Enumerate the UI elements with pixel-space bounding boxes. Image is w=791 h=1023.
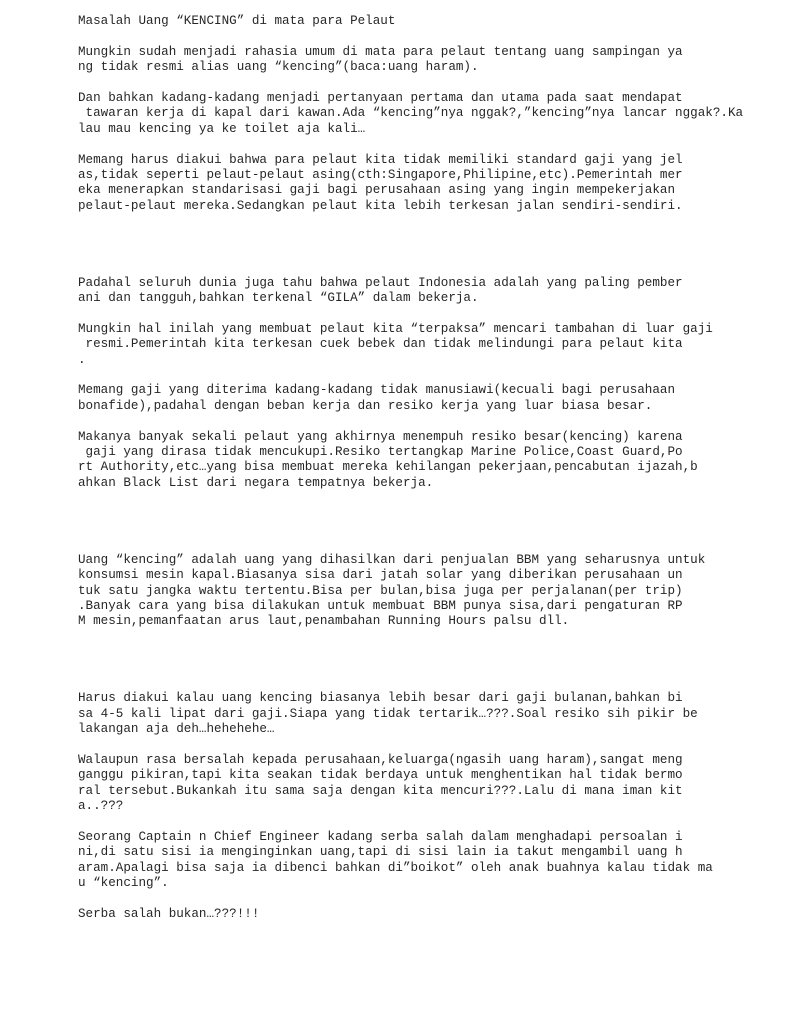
paragraph <box>78 45 778 76</box>
paragraph <box>78 91 778 137</box>
text-line: Uang “kencing” adalah uang yang dihasilkan dari penjualan BBM yang seharusnya untuk <box>78 552 706 567</box>
text-line: Padahal seluruh dunia juga tahu bahwa pelaut Indonesia adalah yang paling pember <box>78 275 683 290</box>
text-line: lau mau kencing ya ke toilet aja kali… <box>78 121 366 136</box>
text-line: lakangan aja deh…hehehehe… <box>78 722 275 737</box>
text-line: tuk satu jangka waktu tertentu.Bisa per bulan,bisa juga per perjalanan(per trip) <box>78 583 683 598</box>
paragraph <box>78 553 778 630</box>
text-line: sa 4-5 kali lipat dari gaji.Siapa yang tidak tertarik…???.Soal resiko sih pikir be <box>78 706 698 721</box>
text-line: Makanya banyak sekali pelaut yang akhirnya menempuh resiko besar(kencing) karena <box>78 429 683 444</box>
text-line: resmi.Pemerintah kita terkesan cuek bebek dan tidak melindungi para pelaut kita <box>78 337 683 352</box>
text-line: . <box>78 352 86 367</box>
text-line: ral tersebut.Bukankah itu sama saja dengan kita mencuri???.Lalu di mana iman kit <box>78 783 683 798</box>
paragraph <box>78 383 778 414</box>
paragraph <box>78 276 778 307</box>
document-title: Masalah Uang “KENCING” di mata para Pelaut <box>78 14 396 28</box>
text-line: as,tidak seperti pelaut-pelaut asing(cth:Singapore,Philipine,etc).Pemerintah mer <box>78 167 683 182</box>
text-line: ani dan tangguh,bahkan terkenal “GILA” dalam bekerja. <box>78 291 479 306</box>
text-line: M mesin,pemanfaatan arus laut,penambahan Running Hours palsu dll. <box>78 614 570 629</box>
text-line: pelaut-pelaut mereka.Sedangkan pelaut kita lebih terkesan jalan sendiri-sendiri. <box>78 198 683 213</box>
text-line: ahkan Black List dari negara tempatnya bekerja. <box>78 475 434 490</box>
text-line: aram.Apalagi bisa saja ia dibenci bahkan di”boikot” oleh anak buahnya kalau tidak ma <box>78 860 713 875</box>
text-line: Serba salah bukan…???!!! <box>78 906 260 921</box>
text-line: Mungkin hal inilah yang membuat pelaut kita “terpaksa” mencari tambahan di luar gaji <box>78 321 713 336</box>
text-line: Seorang Captain n Chief Engineer kadang serba salah dalam menghadapi persoalan i <box>78 829 683 844</box>
text-line: a..??? <box>78 799 124 814</box>
paragraph <box>78 153 778 215</box>
text-line: tawaran kerja di kapal dari kawan.Ada “kencing”nya nggak?,”kencing”nya lancar nggak?.Ka <box>78 106 744 121</box>
text-line: konsumsi mesin kapal.Biasanya sisa dari jatah solar yang diberikan perusahaan un <box>78 568 683 583</box>
text-line: Walaupun rasa bersalah kepada perusahaan,keluarga(ngasih uang haram),sangat meng <box>78 752 683 767</box>
text-line: ni,di satu sisi ia menginginkan uang,tapi di sisi lain ia takut mengambil uang h <box>78 845 683 860</box>
paragraph <box>78 907 778 922</box>
paragraph <box>78 753 778 815</box>
text-line: ng tidak resmi alias uang “kencing”(baca:uang haram). <box>78 60 479 75</box>
text-line: Harus diakui kalau uang kencing biasanya lebih besar dari gaji bulanan,bahkan bi <box>78 691 683 706</box>
text-line: Dan bahkan kadang-kadang menjadi pertanyaan pertama dan utama pada saat mendapat <box>78 90 683 105</box>
paragraph <box>78 691 778 737</box>
text-line: u “kencing”. <box>78 875 169 890</box>
paragraph <box>78 322 778 368</box>
text-line: Memang gaji yang diterima kadang-kadang tidak manusiawi(kecuali bagi perusahaan <box>78 383 676 398</box>
paragraph <box>78 430 778 492</box>
text-line: ganggu pikiran,tapi kita seakan tidak berdaya untuk menghentikan hal tidak bermo <box>78 768 683 783</box>
text-line: rt Authority,etc…yang bisa membuat mereka kehilangan pekerjaan,pencabutan ijazah,b <box>78 460 698 475</box>
text-line: Mungkin sudah menjadi rahasia umum di mata para pelaut tentang uang sampingan ya <box>78 44 683 59</box>
text-line: .Banyak cara yang bisa dilakukan untuk membuat BBM punya sisa,dari pengaturan RP <box>78 598 683 613</box>
text-line: Memang harus diakui bahwa para pelaut kita tidak memiliki standard gaji yang jel <box>78 152 683 167</box>
text-line: bonafide),padahal dengan beban kerja dan resiko kerja yang luar biasa besar. <box>78 398 653 413</box>
text-line: eka menerapkan standarisasi gaji bagi perusahaan asing yang ingin mempekerjakan <box>78 183 676 198</box>
text-line: gaji yang dirasa tidak mencukupi.Resiko tertangkap Marine Police,Coast Guard,Po <box>78 444 683 459</box>
document-page <box>78 14 778 922</box>
paragraph <box>78 830 778 892</box>
